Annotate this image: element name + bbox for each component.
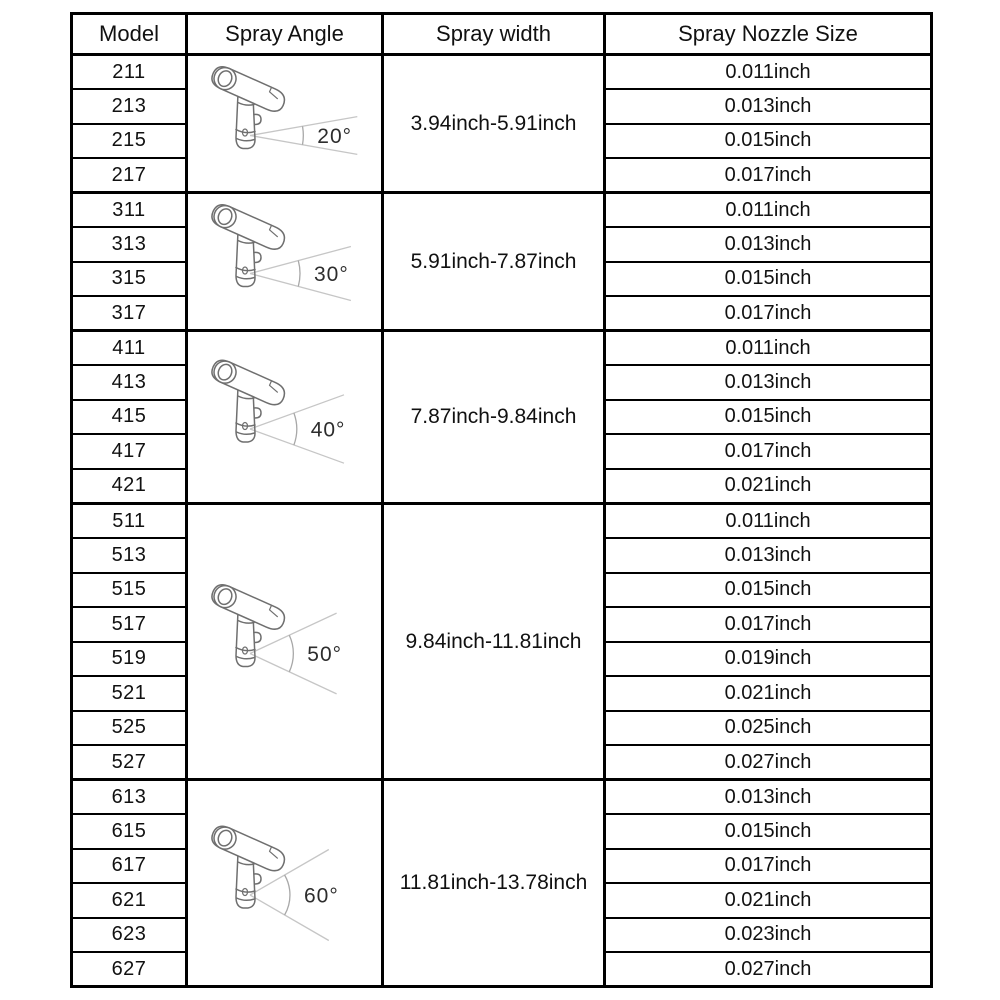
spray-angle-cell [187,504,383,780]
nozzle-size-cell: 0.021inch [605,883,932,918]
nozzle-size-cell: 0.011inch [605,55,932,90]
spray-angle-cell [187,193,383,331]
nozzle-size-cell: 0.021inch [605,676,932,711]
nozzle-size-cell: 0.015inch [605,124,932,159]
nozzle-size-cell: 0.013inch [605,780,932,815]
nozzle-size-cell: 0.017inch [605,607,932,642]
model-cell: 623 [72,918,187,953]
header-cell-spray-width: Spray width [383,14,605,55]
nozzle-size-cell: 0.019inch [605,642,932,677]
nozzle-size-cell: 0.013inch [605,538,932,573]
nozzle-size-cell: 0.011inch [605,504,932,539]
model-cell: 517 [72,607,187,642]
nozzle-size-cell: 0.011inch [605,193,932,228]
nozzle-size-cell: 0.013inch [605,89,932,124]
spray-angle-label: 30° [314,263,349,286]
nozzle-size-cell: 0.015inch [605,814,932,849]
model-cell: 413 [72,365,187,400]
model-cell: 211 [72,55,187,90]
spray-angle-figure [188,56,381,191]
model-cell: 311 [72,193,187,228]
nozzle-size-cell: 0.013inch [605,365,932,400]
nozzle-size-cell: 0.027inch [605,745,932,780]
model-cell: 415 [72,400,187,435]
spray-angle-arc [294,413,297,445]
table-row [72,780,932,815]
spray-nozzle-icon [209,63,288,148]
model-cell: 317 [72,296,187,331]
spray-width-cell: 9.84inch-11.81inch [383,504,605,780]
model-cell: 315 [72,262,187,297]
model-cell: 217 [72,158,187,193]
table-row [72,55,932,90]
nozzle-size-cell: 0.027inch [605,952,932,987]
model-cell: 215 [72,124,187,159]
nozzle-size-cell: 0.017inch [605,158,932,193]
table-row [72,331,932,366]
spray-angle-label: 40° [310,418,346,442]
nozzle-size-cell: 0.023inch [605,918,932,953]
nozzle-size-cell: 0.017inch [605,296,932,331]
nozzle-size-cell: 0.011inch [605,331,932,366]
model-cell: 515 [72,573,187,608]
nozzle-size-cell: 0.013inch [605,227,932,262]
model-cell: 213 [72,89,187,124]
spray-angle-cell [187,331,383,504]
nozzle-size-cell: 0.017inch [605,434,932,469]
spray-angle-label: 20° [317,125,353,148]
spray-angle-figure [188,781,381,985]
model-cell: 411 [72,331,187,366]
spray-angle-figure [188,505,381,778]
spray-angle-label: 50° [307,643,343,666]
table-row [72,193,932,228]
model-cell: 627 [72,952,187,987]
header-row [72,14,932,55]
spray-angle-cell [187,780,383,987]
spray-nozzle-icon [209,823,288,908]
spray-angle-arc [289,635,293,672]
spray-width-cell: 11.81inch-13.78inch [383,780,605,987]
spec-table [70,12,933,988]
spray-width-cell: 5.91inch-7.87inch [383,193,605,331]
model-cell: 613 [72,780,187,815]
model-cell: 617 [72,849,187,884]
nozzle-size-cell: 0.021inch [605,469,932,504]
nozzle-size-cell: 0.025inch [605,711,932,746]
spray-width-cell: 7.87inch-9.84inch [383,331,605,504]
model-cell: 421 [72,469,187,504]
spray-angle-figure [188,194,381,329]
spray-angle-cell [187,55,383,193]
model-cell: 519 [72,642,187,677]
nozzle-size-cell: 0.015inch [605,573,932,608]
model-cell: 313 [72,227,187,262]
spray-angle-arc [285,875,290,915]
spray-nozzle-icon [209,201,288,286]
spray-angle-figure [188,332,381,502]
table-row [72,504,932,539]
nozzle-size-cell: 0.017inch [605,849,932,884]
model-cell: 513 [72,538,187,573]
header-cell-model: Model [72,14,187,55]
nozzle-size-cell: 0.015inch [605,262,932,297]
model-cell: 525 [72,711,187,746]
header-cell-spray-angle: Spray Angle [187,14,383,55]
spray-angle-arc [298,261,300,287]
model-cell: 521 [72,676,187,711]
model-cell: 621 [72,883,187,918]
spray-width-cell: 3.94inch-5.91inch [383,55,605,193]
model-cell: 511 [72,504,187,539]
nozzle-size-cell: 0.015inch [605,400,932,435]
spray-nozzle-icon [209,581,288,666]
header-cell-spray-nozzle-size: Spray Nozzle Size [605,14,932,55]
model-cell: 417 [72,434,187,469]
model-cell: 615 [72,814,187,849]
model-cell: 527 [72,745,187,780]
spray-angle-label: 60° [304,884,339,908]
spray-nozzle-icon [209,357,288,442]
spray-angle-arc [303,126,304,145]
